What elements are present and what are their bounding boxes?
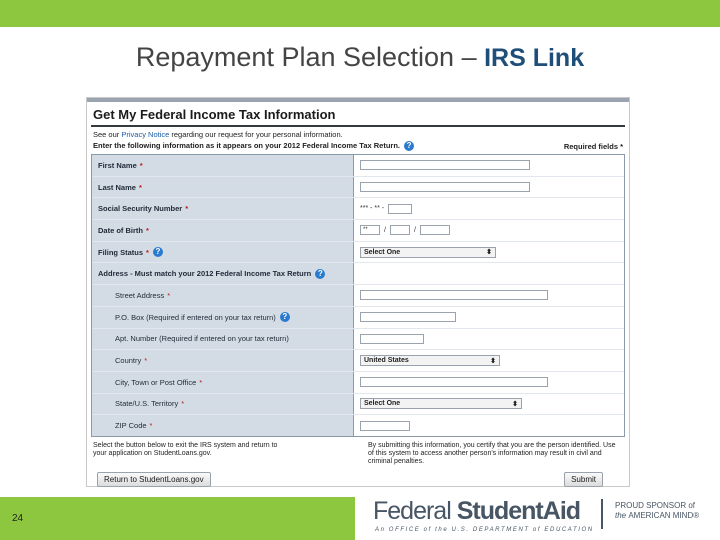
field-address-header-cell xyxy=(354,263,624,284)
fsa-word-federal: Federal xyxy=(373,497,451,525)
slide-number: 24 xyxy=(12,513,24,524)
label-zip xyxy=(92,415,354,436)
field-zip-cell xyxy=(354,415,624,436)
first-name-input[interactable] xyxy=(360,160,530,170)
field-first-name-cell xyxy=(354,155,624,176)
last-name-input[interactable] xyxy=(360,182,530,192)
privacy-post: regarding our request for your personal information. xyxy=(169,130,343,139)
irs-form-screenshot xyxy=(86,97,630,487)
privacy-pre: See our xyxy=(93,130,122,139)
street-address-input[interactable] xyxy=(360,290,548,300)
required-fields-note: Required fields * xyxy=(563,141,623,151)
city-input[interactable] xyxy=(360,377,548,387)
sponsor-line-2 xyxy=(615,511,699,521)
form-grid xyxy=(91,154,625,437)
form-footer xyxy=(87,437,629,466)
sponsor-logo xyxy=(615,501,699,521)
country-value: United States xyxy=(364,357,409,365)
dob-month-input[interactable]: ** xyxy=(360,225,380,235)
row-street xyxy=(92,285,624,307)
required-mark: * xyxy=(167,290,171,300)
label-po-box-text: P.O. Box (Required if entered on your tax return) xyxy=(115,312,276,322)
field-apt-cell xyxy=(354,329,624,350)
label-country-text: Country xyxy=(115,356,142,366)
apt-number-input[interactable] xyxy=(360,334,424,344)
row-city xyxy=(92,372,624,394)
dob-year-input[interactable] xyxy=(420,225,450,235)
field-filing-status-cell xyxy=(354,242,624,263)
filing-status-select[interactable] xyxy=(360,247,496,258)
label-first-name-text: First Name xyxy=(98,160,137,170)
required-mark: * xyxy=(149,421,153,431)
label-ssn-text: Social Security Number xyxy=(98,204,183,214)
privacy-notice-link[interactable]: Privacy Notice xyxy=(121,130,170,139)
row-first-name xyxy=(92,155,624,177)
required-mark: * xyxy=(199,377,203,387)
slide-title-main: Repayment Plan Selection – xyxy=(135,42,485,72)
filing-status-value: Select One xyxy=(364,248,401,256)
row-filing-status xyxy=(92,242,624,264)
field-country-cell xyxy=(354,350,624,371)
state-value: Select One xyxy=(364,400,401,408)
row-apt xyxy=(92,329,624,351)
fsa-word-aid: Aid xyxy=(542,497,581,525)
label-city-text: City, Town or Post Office xyxy=(115,377,197,387)
label-filing-status-text: Filing Status xyxy=(98,247,143,257)
ssn-mask: *** - ** - xyxy=(360,205,385,213)
state-select[interactable] xyxy=(360,398,522,409)
label-street-text: Street Address xyxy=(115,290,165,300)
row-dob xyxy=(92,220,624,242)
registered-mark: ® xyxy=(693,511,700,520)
row-address-header xyxy=(92,263,624,285)
instruction-text: Enter the following information as it appears on your 2012 Federal Income Tax Return. xyxy=(93,141,401,150)
ssn-last4-input[interactable] xyxy=(388,204,412,214)
bottom-accent-bar xyxy=(0,497,355,540)
help-icon[interactable]: ? xyxy=(315,269,325,279)
label-po-box xyxy=(92,307,354,328)
fsa-logo-text xyxy=(373,497,580,526)
label-street xyxy=(92,285,354,306)
field-ssn-cell xyxy=(354,198,624,219)
label-apt-text: Apt. Number (Required if entered on your tax return) xyxy=(115,334,289,344)
row-ssn xyxy=(92,198,624,220)
label-state-text: State/U.S. Territory xyxy=(115,399,179,409)
label-filing-status xyxy=(92,242,354,263)
field-last-name-cell xyxy=(354,177,624,198)
label-country xyxy=(92,350,354,371)
field-po-box-cell xyxy=(354,307,624,328)
required-mark: * xyxy=(144,356,148,366)
return-to-studentloans-button[interactable]: Return to StudentLoans.gov xyxy=(97,472,211,487)
slide-title xyxy=(0,42,720,73)
instruction-row xyxy=(87,139,629,154)
select-arrows-icon: ⬍ xyxy=(490,357,496,365)
label-dob xyxy=(92,220,354,241)
po-box-input[interactable] xyxy=(360,312,456,322)
required-mark: * xyxy=(139,160,143,170)
sponsor-line-2-text: AMERICAN MIND xyxy=(628,511,694,520)
field-street-cell xyxy=(354,285,624,306)
help-icon[interactable]: ? xyxy=(153,247,163,257)
dob-day-input[interactable] xyxy=(390,225,410,235)
label-dob-text: Date of Birth xyxy=(98,225,143,235)
country-select[interactable] xyxy=(360,355,500,366)
button-row xyxy=(87,466,629,487)
sponsor-line-2-pre: the xyxy=(615,511,629,520)
dob-separator: / xyxy=(413,226,416,234)
sponsor-line-1: PROUD SPONSOR of xyxy=(615,501,696,510)
required-mark: * xyxy=(181,399,185,409)
row-po-box xyxy=(92,307,624,329)
label-last-name-text: Last Name xyxy=(98,182,136,192)
label-address-header-text: Address - Must match your 2012 Federal Income Tax Return xyxy=(98,269,312,279)
privacy-line xyxy=(87,127,629,139)
row-country xyxy=(92,350,624,372)
label-apt xyxy=(92,329,354,350)
top-accent-bar xyxy=(0,0,720,27)
required-mark: * xyxy=(146,225,149,235)
help-icon[interactable]: ? xyxy=(280,312,290,322)
label-first-name xyxy=(92,155,354,176)
required-mark: * xyxy=(146,247,149,257)
label-last-name xyxy=(92,177,354,198)
dob-separator: / xyxy=(384,226,386,234)
slide-title-accent: IRS Link xyxy=(484,44,585,72)
footer-certify-text: By submitting this information, you certify that you are the person identified. Use of this system to access another person's information may result in civil and criminal penalties. xyxy=(368,441,616,465)
row-last-name xyxy=(92,177,624,199)
select-arrows-icon: ⬍ xyxy=(486,249,492,257)
label-ssn xyxy=(92,198,354,219)
form-heading: Get My Federal Income Tax Information xyxy=(93,107,336,122)
required-mark: * xyxy=(185,204,189,214)
instruction-text-wrap xyxy=(93,141,414,151)
zip-code-input[interactable] xyxy=(360,421,410,431)
help-icon[interactable]: ? xyxy=(404,141,414,151)
label-city xyxy=(92,372,354,393)
fsa-logo xyxy=(373,497,594,533)
footer-left-text: Select the button below to exit the IRS system and return to your application on StudentLoans.gov. xyxy=(93,441,278,457)
row-zip xyxy=(92,415,624,436)
label-zip-text: ZIP Code xyxy=(115,421,147,431)
label-state xyxy=(92,394,354,415)
field-state-cell xyxy=(354,394,624,415)
label-address-header xyxy=(92,263,354,284)
required-mark: * xyxy=(138,182,142,192)
logo-divider xyxy=(601,499,603,529)
fsa-subtitle: An OFFICE of the U.S. DEPARTMENT of EDUCATION xyxy=(375,527,594,533)
field-city-cell xyxy=(354,372,624,393)
select-arrows-icon: ⬍ xyxy=(512,400,518,408)
submit-button[interactable]: Submit xyxy=(564,472,603,487)
fsa-word-student: Student xyxy=(456,497,543,525)
row-state xyxy=(92,394,624,416)
field-dob-cell xyxy=(354,220,624,241)
